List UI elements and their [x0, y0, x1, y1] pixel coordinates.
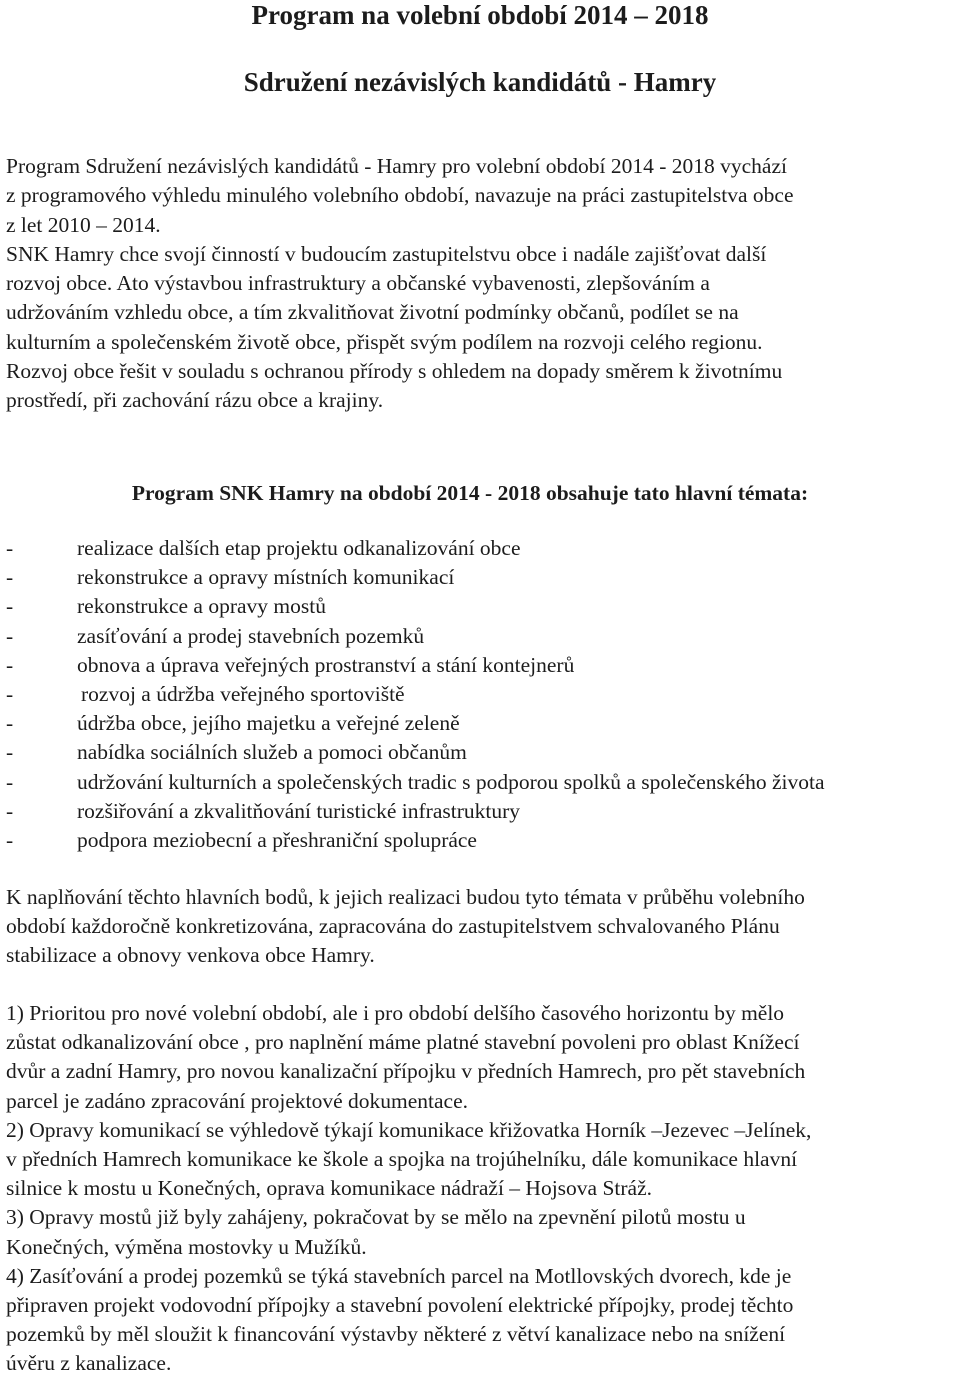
- priority-line: připraven projekt vodovodní přípojky a stavební povolení elektrické přípojky, prodej těchto: [6, 1293, 794, 1318]
- dash-bullet: -: [6, 711, 14, 736]
- list-item-text: zasíťování a prodej stavebních pozemků: [77, 623, 425, 648]
- dash-bullet: -: [6, 798, 14, 823]
- dash-bullet: -: [6, 623, 14, 648]
- list-item: [6, 738, 960, 767]
- conclusion-line: období každoročně konkretizována, zapracována do zastupitelstvem schvalovaného Plánu: [6, 914, 780, 939]
- list-item-text: rozšiřování a zkvalitňování turistické infrastruktury: [77, 798, 521, 823]
- list-item: [6, 651, 960, 680]
- list-item-text: rekonstrukce a opravy mostů: [77, 594, 326, 619]
- conclusion-line: K naplňování těchto hlavních bodů, k jejich realizaci budou tyto témata v průběhu volebního: [6, 885, 805, 909]
- priorities-paragraph: [6, 999, 960, 1379]
- priority-line: dvůr a zadní Hamry, pro novou kanalizační přípojku v předních Hamrech, pro pět stavebních: [6, 1059, 806, 1084]
- list-item-text: údržba obce, jejího majetku a veřejné zeleně: [77, 711, 460, 736]
- topics-list: [6, 534, 960, 855]
- priority-line: 3) Opravy mostů již byly zahájeny, pokračovat by se mělo na zpevnění pilotů mostu u: [6, 1205, 746, 1230]
- list-item-text: obnova a úprava veřejných prostranství a stání kontejnerů: [77, 652, 575, 677]
- priority-line: úvěru z kanalizace.: [6, 1351, 172, 1376]
- dash-bullet: -: [6, 740, 14, 765]
- intro-line: SNK Hamry chce svojí činností v budoucím zastupitelstvu obce i nadále zajišťovat další: [6, 241, 767, 266]
- list-item: [6, 622, 960, 651]
- list-item-text: rekonstrukce a opravy místních komunikací: [77, 565, 455, 590]
- list-item-text: realizace dalších etap projektu odkanalizování obce: [77, 536, 521, 560]
- intro-line: prostředí, při zachování rázu obce a krajiny.: [6, 388, 384, 413]
- document-title: Program na volební období 2014 – 2018: [251, 0, 709, 30]
- priority-line: v předních Hamrech komunikace ke škole a spojka na trojúhelníku, dále komunikace hlavní: [6, 1147, 798, 1172]
- list-item: [6, 563, 960, 592]
- list-item: [6, 709, 960, 738]
- list-item: [6, 680, 960, 709]
- conclusion-paragraph: [6, 883, 960, 971]
- priority-line: parcel je zadáno zpracování projektové dokumentace.: [6, 1088, 469, 1113]
- intro-line: kulturním a společenském životě obce, přispět svým podílem na rozvoji celého regionu.: [6, 329, 763, 354]
- intro-line: Program Sdružení nezávislých kandidátů - Hamry pro volební období 2014 - 2018 vychází: [6, 154, 787, 178]
- priority-line: 4) Zasíťování a prodej pozemků se týká stavebních parcel na Motllovských dvorech, kde je: [6, 1263, 792, 1288]
- intro-line: rozvoj obce. Ato výstavbou infrastruktury a občanské vybavenosti, zlepšováním a: [6, 271, 710, 296]
- dash-bullet: -: [6, 594, 14, 619]
- list-item-text: udržování kulturních a společenských tradic s podporou spolků a společenského života: [77, 769, 825, 794]
- priority-line: zůstat odkanalizování obce , pro naplnění máme platné stavební povoleni pro oblast Knížecí: [6, 1030, 800, 1055]
- list-item: [6, 768, 960, 797]
- list-item: [6, 534, 960, 563]
- priority-line: Konečných, výměna mostovky u Mužíků.: [6, 1234, 367, 1259]
- intro-paragraph: [6, 152, 960, 416]
- intro-line: z programového výhledu minulého volebního období, navazuje na práci zastupitelstva obce: [6, 183, 794, 208]
- topics-heading: Program SNK Hamry na období 2014 - 2018 obsahuje tato hlavní témata:: [131, 481, 809, 505]
- list-item-text: rozvoj a údržba veřejného sportoviště: [81, 682, 405, 707]
- priority-line: 2) Opravy komunikací se výhledově týkají komunikace křižovatka Horník –Jezevec –Jelínek,: [6, 1117, 812, 1142]
- dash-bullet: -: [6, 682, 14, 707]
- priority-line: silnice k mostu u Konečných, oprava komunikace nádraží – Hojsova Stráž.: [6, 1176, 653, 1201]
- dash-bullet: -: [6, 565, 14, 590]
- document-subtitle: Sdružení nezávislých kandidátů - Hamry: [243, 67, 717, 97]
- list-item: [6, 592, 960, 621]
- list-item-text: podpora meziobecní a přeshraniční spolupráce: [77, 828, 477, 853]
- priority-line: 1) Prioritou pro nové volební období, ale i pro období delšího časového horizontu by mělo: [6, 1001, 785, 1025]
- intro-line: Rozvoj obce řešit v souladu s ochranou přírody s ohledem na dopady směrem k životnímu: [6, 359, 783, 384]
- intro-line: z let 2010 – 2014.: [6, 212, 161, 237]
- list-item: [6, 797, 960, 826]
- list-item-text: nabídka sociálních služeb a pomoci občanům: [77, 740, 467, 765]
- dash-bullet: -: [6, 536, 14, 560]
- dash-bullet: -: [6, 652, 14, 677]
- conclusion-line: stabilizace a obnovy venkova obce Hamry.: [6, 943, 375, 968]
- dash-bullet: -: [6, 769, 14, 794]
- priority-line: pozemků by měl sloužit k financování výstavby některé z větví kanalizace nebo na snížení: [6, 1322, 786, 1347]
- list-item: [6, 826, 960, 855]
- dash-bullet: -: [6, 828, 14, 853]
- intro-line: udržováním vzhledu obce, a tím zkvalitňovat životní podmínky občanů, podílet se na: [6, 300, 739, 325]
